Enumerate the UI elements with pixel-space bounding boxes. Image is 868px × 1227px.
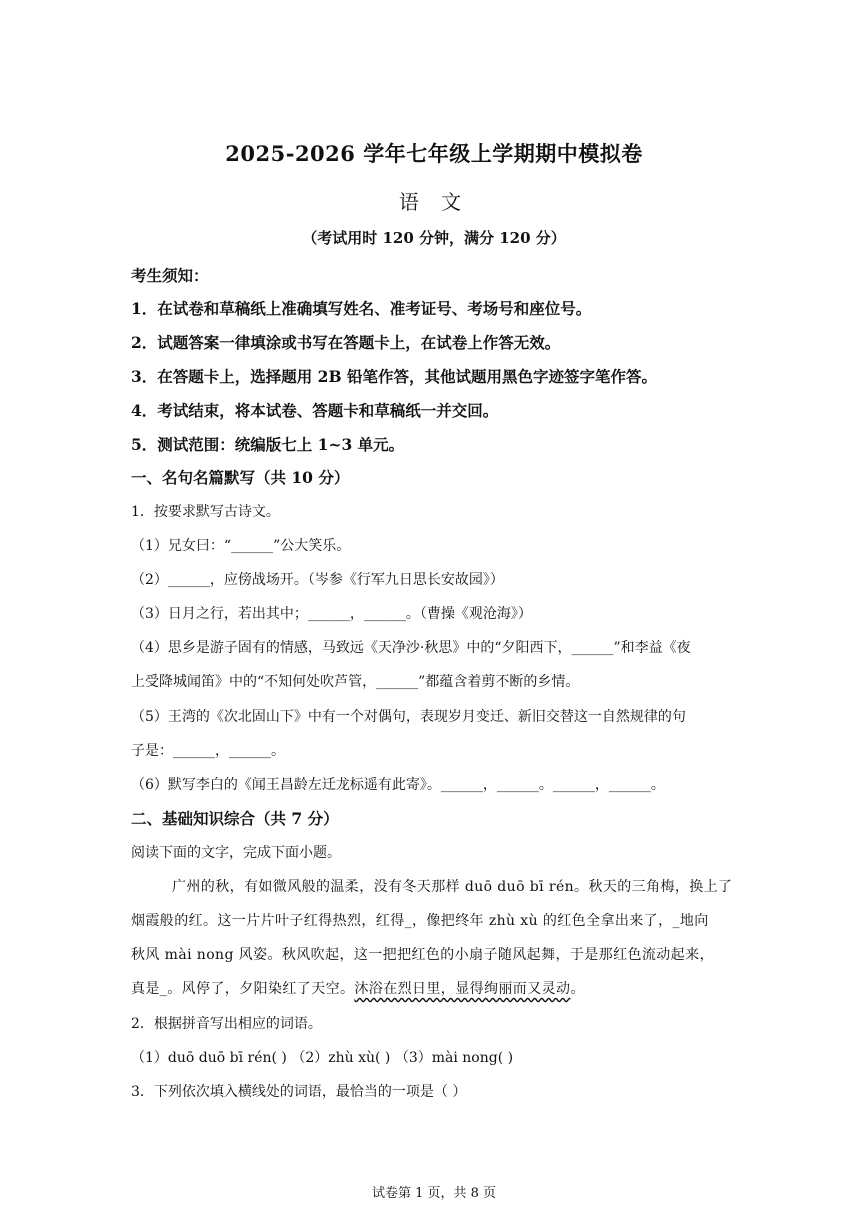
question-1-item: 子是：______，______。 [131, 743, 285, 759]
question-1-item: （3）日月之行，若出其中；______，______。（曹操《观沧海》） [131, 606, 532, 622]
question-1-item: （6）默写李白的《闻王昌龄左迁龙标遥有此寄》。______，______。______，______。 [131, 777, 665, 793]
notice-heading: 考生须知： [131, 266, 209, 285]
question-1-item: 上受降城闻笛》中的“不知何处吹芦管，______”都蕴含着剪不断的乡情。 [131, 674, 580, 690]
passage-line: 广州的秋，有如微风般的温柔，没有冬天那样 duō duō bī rén。秋天的三角梅，换上了 [172, 879, 733, 895]
reading-intro: 阅读下面的文字，完成下面小题。 [131, 845, 341, 861]
passage-end: 。 [570, 981, 585, 997]
question-1-item: （5）王湾的《次北固山下》中有一个对偶句，表现岁月变迁、新旧交替这一自然规律的句 [131, 709, 686, 725]
notice-item: 2．试题答案一律填涂或书写在答题卡上，在试卷上作答无效。 [131, 333, 561, 352]
notice-item: 1．在试卷和草稿纸上准确填写姓名、准考证号、考场号和座位号。 [131, 299, 592, 318]
subject-label: 语 文 [398, 190, 470, 214]
question-1-item: （2）______，应傍战场开。（岑参《行军九日思长安故园》） [131, 572, 504, 588]
question-2: 2．根据拼音写出相应的词语。 [131, 1016, 322, 1032]
notice-item: 4．考试结束，将本试卷、答题卡和草稿纸一并交回。 [131, 401, 499, 420]
question-1-item: （1）兄女曰：“______”公大笑乐。 [131, 538, 351, 554]
passage-text: 真是_。风停了，夕阳染红了天空。 [131, 981, 355, 997]
passage-line: 秋风 mài nong 风姿。秋风吹起，这一把把红色的小扇子随风起舞，于是那红色流动起来， [131, 947, 714, 963]
question-1: 1．按要求默写古诗文。 [131, 504, 280, 520]
section2-heading: 二、基础知识综合（共 7 分） [131, 809, 339, 828]
question-2-items: （1）duō duō bī rén( ) （2）zhù xù( ) （3）mài nong( ) [131, 1050, 514, 1066]
passage-line-last [131, 978, 585, 998]
question-3: 3．下列依次填入横线处的词语，最恰当的一项是（ ） [131, 1084, 467, 1100]
notice-item: 3．在答题卡上，选择题用 2B 铅笔作答，其他试题用黑色字迹签字笔作答。 [131, 367, 657, 386]
section1-heading: 一、名句名篇默写（共 10 分） [131, 468, 350, 487]
notice-item: 5．测试范围：统编版七上 1~3 单元。 [131, 435, 405, 454]
time-note: （考试用时 120 分钟，满分 120 分） [302, 229, 566, 247]
passage-wavy-sentence: 沐浴在烈日里，显得绚丽而又灵动 [354, 981, 571, 997]
passage-line: 烟霞般的红。这一片片叶子红得热烈，红得_，像把终年 zhù xù 的红色全拿出来了，_地向 [131, 913, 709, 929]
exam-title: 2025-2026 学年七年级上学期期中模拟卷 [225, 141, 643, 166]
question-1-item: （4）思乡是游子固有的情感，马致远《天净沙·秋思》中的“夕阳西下，______”和李益《夜 [131, 640, 691, 656]
page-footer: 试卷第 1 页，共 8 页 [371, 1186, 497, 1201]
